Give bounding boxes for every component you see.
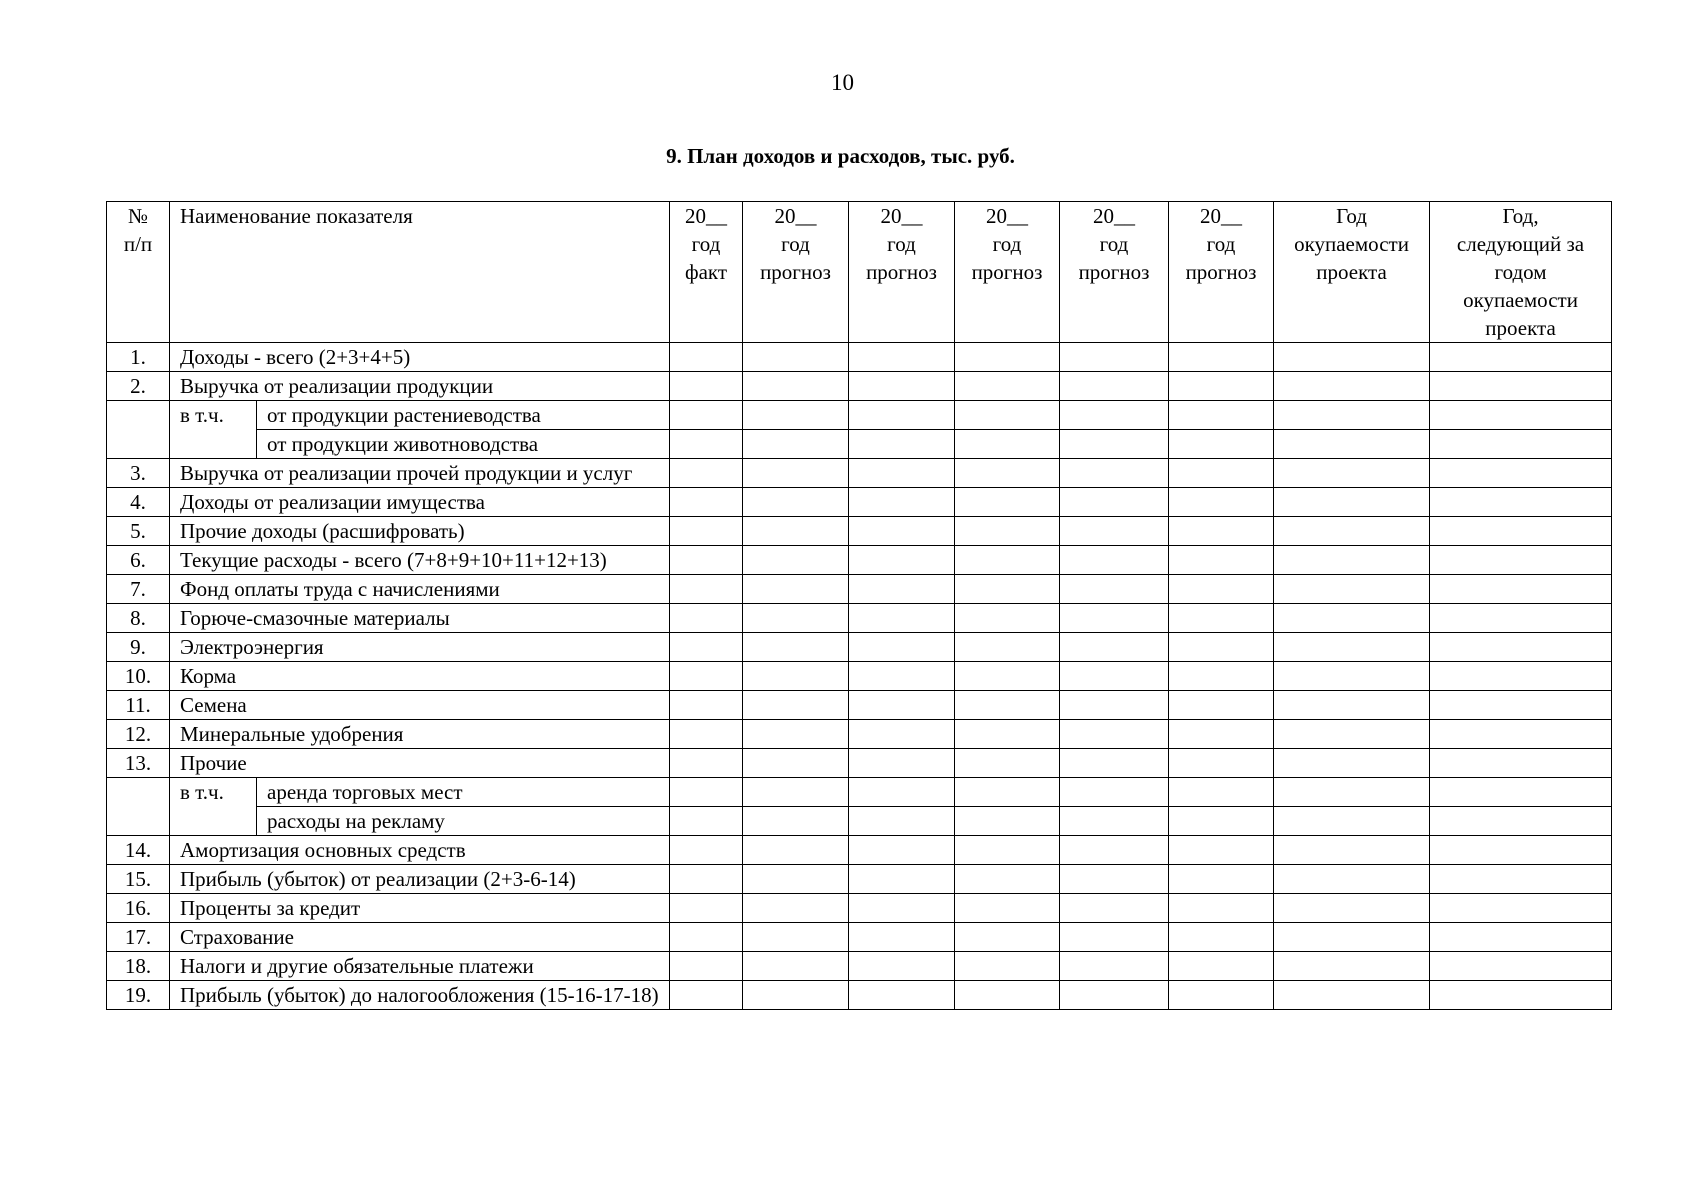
row-number: 9. [107,633,170,662]
value-cell [1274,865,1430,894]
value-cell [955,459,1060,488]
row-number: 8. [107,604,170,633]
value-cell [955,488,1060,517]
header-period [955,202,1060,343]
value-cell [1060,836,1169,865]
value-cell [1169,720,1274,749]
value-cell [743,633,849,662]
value-cell [1060,343,1169,372]
row-number: 17. [107,923,170,952]
value-cell [1274,778,1430,807]
subrow-name: от продукции животноводства [257,430,670,459]
value-cell [1430,952,1612,981]
value-cell [1430,517,1612,546]
table-row [107,662,1612,691]
value-cell [849,517,955,546]
value-cell [955,836,1060,865]
row-name: Прочие [170,749,670,778]
value-cell [743,778,849,807]
value-cell [955,401,1060,430]
value-cell [1274,343,1430,372]
table-row [107,981,1612,1010]
value-cell [1274,691,1430,720]
row-number: 1. [107,343,170,372]
table-subrow [107,430,1612,459]
header-line: проекта [1316,260,1387,284]
header-line: год [781,232,810,256]
value-cell [1169,865,1274,894]
value-cell [670,575,743,604]
value-cell [743,662,849,691]
value-cell [743,343,849,372]
value-cell [743,488,849,517]
row-name: Фонд оплаты труда с начислениями [170,575,670,604]
header-line: прогноз [866,260,937,284]
value-cell [1169,459,1274,488]
value-cell [955,778,1060,807]
table-row [107,343,1612,372]
row-name: Текущие расходы - всего (7+8+9+10+11+12+13) [170,546,670,575]
value-cell [670,459,743,488]
document-title: 9. План доходов и расходов, тыс. руб. [666,144,1015,168]
header-line: окупаемости [1463,288,1578,312]
value-cell [743,894,849,923]
value-cell [849,836,955,865]
value-cell [1169,401,1274,430]
header-line: 20__ [986,204,1029,228]
header-line: окупаемости [1294,232,1409,256]
value-cell [1274,546,1430,575]
value-cell [1430,778,1612,807]
value-cell [1430,981,1612,1010]
row-name: Налоги и другие обязательные платежи [170,952,670,981]
value-cell [743,720,849,749]
table-row [107,923,1612,952]
value-cell [670,546,743,575]
header-name: Наименование показателя [170,202,670,343]
value-cell [955,952,1060,981]
value-cell [849,691,955,720]
row-name: Выручка от реализации прочей продукции и услуг [170,459,670,488]
value-cell [1060,604,1169,633]
header-line: п/п [123,232,153,256]
page-number: 10 [831,70,854,95]
row-number: 6. [107,546,170,575]
value-cell [849,604,955,633]
value-cell [1060,488,1169,517]
income-expense-plan-table [106,201,1612,1010]
value-cell [1060,459,1169,488]
header-line: год [887,232,916,256]
value-cell [955,546,1060,575]
header-line: проекта [1485,316,1556,340]
subrow-name: аренда торговых мест [257,778,670,807]
header-line: Год [1336,204,1367,228]
value-cell [849,778,955,807]
value-cell [1430,488,1612,517]
value-cell [849,807,955,836]
row-number: 18. [107,952,170,981]
row-number: 11. [107,691,170,720]
value-cell [1274,807,1430,836]
value-cell [1169,372,1274,401]
value-cell [670,604,743,633]
value-cell [743,981,849,1010]
value-cell [849,981,955,1010]
value-cell [670,372,743,401]
value-cell [849,430,955,459]
value-cell [670,865,743,894]
value-cell [1274,662,1430,691]
header-line: 20__ [880,204,923,228]
table-row [107,720,1612,749]
header-period [1169,202,1274,343]
header-period [670,202,743,343]
row-number: 7. [107,575,170,604]
value-cell [1430,459,1612,488]
value-cell [1274,604,1430,633]
row-name: Доходы - всего (2+3+4+5) [170,343,670,372]
value-cell [955,981,1060,1010]
table-row [107,952,1612,981]
value-cell [1060,517,1169,546]
value-cell [670,952,743,981]
row-name: Амортизация основных средств [170,836,670,865]
value-cell [849,923,955,952]
value-cell [1274,488,1430,517]
value-cell [955,517,1060,546]
value-cell [1169,633,1274,662]
table-row [107,372,1612,401]
value-cell [670,430,743,459]
value-cell [743,546,849,575]
table-row [107,691,1612,720]
header-line: 20__ [1093,204,1136,228]
header-line: прогноз [1185,260,1257,284]
value-cell [670,691,743,720]
header-line: годом [1494,260,1547,284]
header-period [849,202,955,343]
value-cell [1060,981,1169,1010]
value-cell [743,604,849,633]
header-line: прогноз [760,260,831,284]
header-line: год [691,232,721,256]
value-cell [1169,894,1274,923]
value-cell [955,923,1060,952]
value-cell [1169,749,1274,778]
value-cell [1169,430,1274,459]
table-header-row [107,202,1612,343]
table-row [107,865,1612,894]
value-cell [955,372,1060,401]
row-number: 13. [107,749,170,778]
value-cell [743,459,849,488]
value-cell [955,807,1060,836]
value-cell [1060,865,1169,894]
value-cell [1274,894,1430,923]
value-cell [1060,546,1169,575]
value-cell [743,372,849,401]
row-name: Прочие доходы (расшифровать) [170,517,670,546]
value-cell [670,401,743,430]
value-cell [1274,633,1430,662]
value-cell [670,517,743,546]
table-row [107,894,1612,923]
value-cell [1274,430,1430,459]
table-row [107,633,1612,662]
value-cell [670,894,743,923]
value-cell [1430,662,1612,691]
value-cell [849,343,955,372]
value-cell [1274,749,1430,778]
value-cell [1060,575,1169,604]
value-cell [849,488,955,517]
header-line: № [127,204,149,228]
value-cell [743,807,849,836]
header-line: 20__ [685,204,728,228]
table-row [107,836,1612,865]
value-cell [955,691,1060,720]
value-cell [1060,952,1169,981]
value-cell [1169,604,1274,633]
value-cell [1169,807,1274,836]
row-name: Семена [170,691,670,720]
table-row [107,749,1612,778]
value-cell [1430,691,1612,720]
value-cell [670,923,743,952]
row-name: Корма [170,662,670,691]
value-cell [1169,952,1274,981]
value-cell [955,343,1060,372]
value-cell [1430,865,1612,894]
value-cell [849,662,955,691]
value-cell [670,778,743,807]
value-cell [670,981,743,1010]
row-number: 4. [107,488,170,517]
value-cell [743,923,849,952]
value-cell [1274,401,1430,430]
value-cell [1060,807,1169,836]
value-cell [955,633,1060,662]
header-line: год [992,232,1022,256]
value-cell [670,836,743,865]
value-cell [849,546,955,575]
value-cell [1169,981,1274,1010]
value-cell [1274,981,1430,1010]
value-cell [743,691,849,720]
value-cell [1274,952,1430,981]
value-cell [1060,372,1169,401]
value-cell [1060,662,1169,691]
value-cell [743,517,849,546]
value-cell [1060,430,1169,459]
value-cell [849,633,955,662]
value-cell [1430,836,1612,865]
value-cell [1060,923,1169,952]
value-cell [849,401,955,430]
row-number: 16. [107,894,170,923]
value-cell [1430,720,1612,749]
header-line: следующий за [1456,232,1585,256]
value-cell [1274,372,1430,401]
value-cell [743,952,849,981]
header-line: прогноз [1078,260,1150,284]
row-number: 12. [107,720,170,749]
value-cell [1430,923,1612,952]
row-name: Горюче-смазочные материалы [170,604,670,633]
value-cell [849,894,955,923]
value-cell [1060,749,1169,778]
value-cell [1169,923,1274,952]
table-body [107,202,1612,1010]
row-number: 10. [107,662,170,691]
value-cell [955,604,1060,633]
value-cell [1430,633,1612,662]
header-period [1060,202,1169,343]
value-cell [1169,691,1274,720]
value-cell [1430,604,1612,633]
value-cell [955,749,1060,778]
row-name: Выручка от реализации продукции [170,372,670,401]
table-subrow [107,778,1612,807]
header-period [1430,202,1612,343]
table-row [107,488,1612,517]
subrow-label: в т.ч. [170,778,257,836]
header-line: год [1206,232,1236,256]
value-cell [955,575,1060,604]
table-row [107,517,1612,546]
value-cell [1169,343,1274,372]
value-cell [1274,575,1430,604]
value-cell [1169,546,1274,575]
value-cell [1169,836,1274,865]
value-cell [743,749,849,778]
value-cell [1274,720,1430,749]
value-cell [670,343,743,372]
value-cell [1274,517,1430,546]
value-cell [955,720,1060,749]
value-cell [849,459,955,488]
subrow-name: от продукции растениеводства [257,401,670,430]
row-name: Доходы от реализации имущества [170,488,670,517]
value-cell [955,430,1060,459]
table-subrow [107,401,1612,430]
row-name: Прибыль (убыток) до налогообложения (15-16-17-18) [170,981,670,1010]
value-cell [1169,778,1274,807]
value-cell [1060,720,1169,749]
row-name: Прибыль (убыток) от реализации (2+3-6-14) [170,865,670,894]
value-cell [670,807,743,836]
value-cell [670,488,743,517]
row-name: Минеральные удобрения [170,720,670,749]
value-cell [743,575,849,604]
value-cell [670,720,743,749]
row-number: 14. [107,836,170,865]
header-period [1274,202,1430,343]
table-row [107,575,1612,604]
header-period [743,202,849,343]
value-cell [1430,343,1612,372]
header-number [107,202,170,343]
value-cell [1430,894,1612,923]
table-subrow [107,807,1612,836]
value-cell [1430,546,1612,575]
row-number [107,401,170,459]
value-cell [743,401,849,430]
row-number: 3. [107,459,170,488]
value-cell [849,575,955,604]
header-line: Год, [1502,204,1539,228]
value-cell [1274,459,1430,488]
value-cell [1430,401,1612,430]
row-name: Проценты за кредит [170,894,670,923]
value-cell [849,749,955,778]
row-number [107,778,170,836]
value-cell [1274,836,1430,865]
value-cell [1060,633,1169,662]
value-cell [1060,778,1169,807]
table-row [107,546,1612,575]
row-number: 19. [107,981,170,1010]
subrow-label: в т.ч. [170,401,257,459]
value-cell [849,952,955,981]
value-cell [955,662,1060,691]
table-row [107,459,1612,488]
row-number: 15. [107,865,170,894]
value-cell [1169,662,1274,691]
value-cell [1060,894,1169,923]
value-cell [670,633,743,662]
value-cell [1169,575,1274,604]
table-row [107,604,1612,633]
value-cell [1430,372,1612,401]
value-cell [849,720,955,749]
header-line: год [1099,232,1129,256]
value-cell [1274,923,1430,952]
value-cell [1169,517,1274,546]
value-cell [1430,430,1612,459]
value-cell [955,865,1060,894]
value-cell [1430,575,1612,604]
value-cell [955,894,1060,923]
value-cell [849,372,955,401]
row-number: 5. [107,517,170,546]
header-line: прогноз [971,260,1043,284]
value-cell [670,662,743,691]
row-name: Страхование [170,923,670,952]
value-cell [1430,807,1612,836]
value-cell [1430,749,1612,778]
value-cell [670,749,743,778]
header-line: факт [685,260,728,284]
value-cell [1060,401,1169,430]
value-cell [743,430,849,459]
value-cell [849,865,955,894]
row-number: 2. [107,372,170,401]
header-line: 20__ [1200,204,1243,228]
subrow-name: расходы на рекламу [257,807,670,836]
header-line: 20__ [774,204,817,228]
value-cell [743,836,849,865]
value-cell [1169,488,1274,517]
value-cell [1060,691,1169,720]
row-name: Электроэнергия [170,633,670,662]
value-cell [743,865,849,894]
